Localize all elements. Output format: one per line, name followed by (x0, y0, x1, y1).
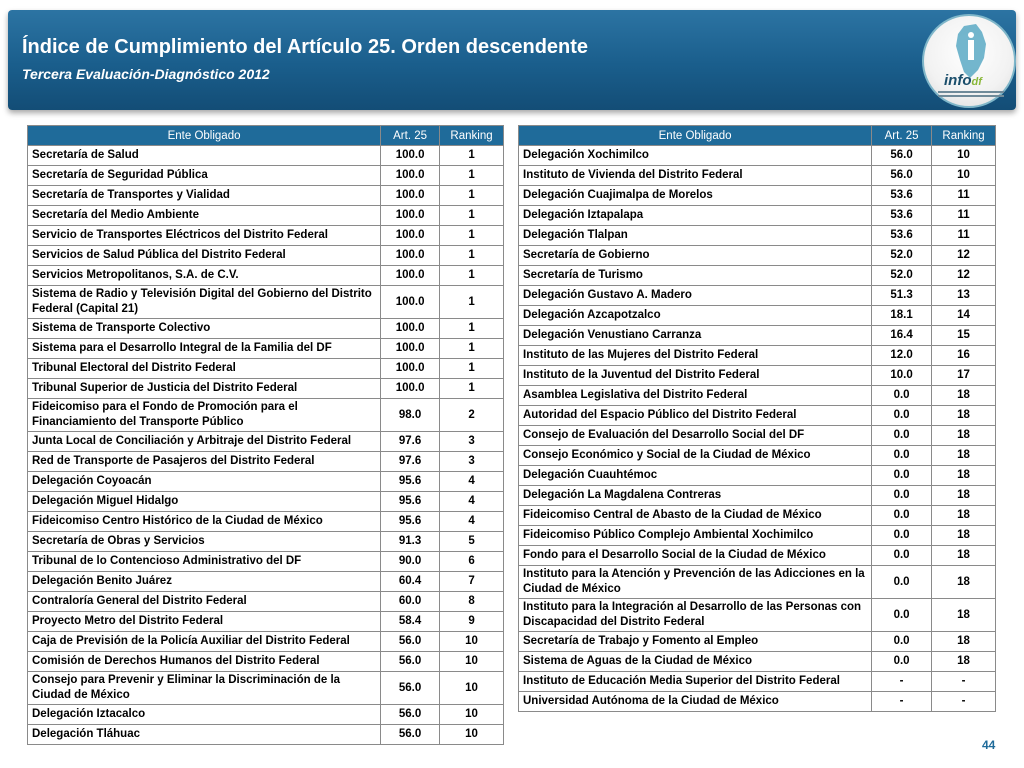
ranking-cell: 1 (440, 379, 504, 399)
ranking-cell: 17 (932, 366, 996, 386)
table-row (28, 652, 504, 672)
table-row (519, 386, 996, 406)
ranking-cell: 18 (932, 386, 996, 406)
art25-cell: 56.0 (381, 632, 440, 652)
entity-cell: Secretaría de Gobierno (519, 246, 872, 266)
entity-cell: Junta Local de Conciliación y Arbitraje del Distrito Federal (28, 432, 381, 452)
table-row (519, 632, 996, 652)
table-row (519, 246, 996, 266)
table-row (28, 399, 504, 432)
art25-cell: 0.0 (872, 406, 932, 426)
entity-cell: Secretaría del Medio Ambiente (28, 206, 381, 226)
column-header-entity: Ente Obligado (519, 126, 872, 146)
ranking-cell: 12 (932, 246, 996, 266)
column-header-entity: Ente Obligado (28, 126, 381, 146)
ranking-cell: 4 (440, 512, 504, 532)
ranking-table-left (27, 125, 504, 745)
ranking-cell: 4 (440, 472, 504, 492)
art25-cell: 0.0 (872, 506, 932, 526)
entity-cell: Instituto de Vivienda del Distrito Federal (519, 166, 872, 186)
entity-cell: Delegación Tlalpan (519, 226, 872, 246)
entity-cell: Consejo para Prevenir y Eliminar la Discriminación de la Ciudad de México (28, 672, 381, 705)
table-row (519, 692, 996, 712)
table-row (519, 506, 996, 526)
entity-cell: Sistema para el Desarrollo Integral de la Familia del DF (28, 339, 381, 359)
entity-cell: Fideicomiso para el Fondo de Promoción para el Financiamiento del Transporte Público (28, 399, 381, 432)
art25-cell: 56.0 (381, 705, 440, 725)
entity-cell: Comisión de Derechos Humanos del Distrito Federal (28, 652, 381, 672)
entity-cell: Caja de Previsión de la Policía Auxiliar del Distrito Federal (28, 632, 381, 652)
art25-cell: 0.0 (872, 486, 932, 506)
table-row (28, 552, 504, 572)
entity-cell: Delegación Gustavo A. Madero (519, 286, 872, 306)
entity-cell: Secretaría de Turismo (519, 266, 872, 286)
entity-cell: Consejo de Evaluación del Desarrollo Social del DF (519, 426, 872, 446)
ranking-cell: 3 (440, 432, 504, 452)
page-number: 44 (982, 738, 996, 752)
entity-cell: Delegación Iztacalco (28, 705, 381, 725)
entity-cell: Consejo Económico y Social de la Ciudad de México (519, 446, 872, 466)
art25-cell: - (872, 692, 932, 712)
art25-cell: 56.0 (381, 672, 440, 705)
art25-cell: 100.0 (381, 206, 440, 226)
entity-cell: Secretaría de Seguridad Pública (28, 166, 381, 186)
ranking-cell: 18 (932, 486, 996, 506)
entity-cell: Delegación Coyoacán (28, 472, 381, 492)
header-banner (8, 10, 1016, 110)
art25-cell: 53.6 (872, 206, 932, 226)
table-header-row (28, 126, 504, 146)
art25-cell: 53.6 (872, 186, 932, 206)
table-row (28, 452, 504, 472)
ranking-cell: 16 (932, 346, 996, 366)
table-row (28, 226, 504, 246)
table-row (519, 652, 996, 672)
logo-wordmark: infodf (944, 72, 982, 89)
entity-cell: Fondo para el Desarrollo Social de la Ciudad de México (519, 546, 872, 566)
entity-cell: Fideicomiso Central de Abasto de la Ciudad de México (519, 506, 872, 526)
art25-cell: 0.0 (872, 546, 932, 566)
entity-cell: Delegación La Magdalena Contreras (519, 486, 872, 506)
ranking-cell: 11 (932, 226, 996, 246)
art25-cell: 0.0 (872, 652, 932, 672)
entity-cell: Delegación Benito Juárez (28, 572, 381, 592)
column-header-art25: Art. 25 (872, 126, 932, 146)
table-row (519, 566, 996, 599)
entity-cell: Delegación Venustiano Carranza (519, 326, 872, 346)
page-title: Índice de Cumplimiento del Artículo 25. Orden descendente (22, 36, 589, 58)
table-row (28, 319, 504, 339)
table-row (519, 486, 996, 506)
ranking-cell: 1 (440, 186, 504, 206)
entity-cell: Secretaría de Trabajo y Fomento al Empleo (519, 632, 872, 652)
art25-cell: 100.0 (381, 339, 440, 359)
entity-cell: Fideicomiso Centro Histórico de la Ciudad de México (28, 512, 381, 532)
table-row (519, 166, 996, 186)
table-row (28, 592, 504, 612)
table-row (519, 266, 996, 286)
ranking-cell: 18 (932, 599, 996, 632)
art25-cell: 100.0 (381, 266, 440, 286)
entity-cell: Proyecto Metro del Distrito Federal (28, 612, 381, 632)
entity-cell: Delegación Cuauhtémoc (519, 466, 872, 486)
entity-cell: Servicio de Transportes Eléctricos del Distrito Federal (28, 226, 381, 246)
entity-cell: Delegación Cuajimalpa de Morelos (519, 186, 872, 206)
art25-cell: 98.0 (381, 399, 440, 432)
art25-cell: 100.0 (381, 246, 440, 266)
column-header-ranking: Ranking (440, 126, 504, 146)
art25-cell: 91.3 (381, 532, 440, 552)
art25-cell: 52.0 (872, 246, 932, 266)
ranking-cell: 11 (932, 206, 996, 226)
entity-cell: Asamblea Legislativa del Distrito Federal (519, 386, 872, 406)
table-row (519, 326, 996, 346)
art25-cell: 0.0 (872, 566, 932, 599)
table-row (28, 572, 504, 592)
table-row (519, 146, 996, 166)
ranking-cell: 3 (440, 452, 504, 472)
table-row (28, 432, 504, 452)
entity-cell: Secretaría de Obras y Servicios (28, 532, 381, 552)
column-header-art25: Art. 25 (381, 126, 440, 146)
entity-cell: Instituto de las Mujeres del Distrito Federal (519, 346, 872, 366)
table-row (519, 526, 996, 546)
table-row (519, 186, 996, 206)
entity-cell: Tribunal Electoral del Distrito Federal (28, 359, 381, 379)
entity-cell: Instituto para la Integración al Desarrollo de las Personas con Discapacidad del Distrito Federal (519, 599, 872, 632)
entity-cell: Delegación Iztapalapa (519, 206, 872, 226)
table-row (28, 186, 504, 206)
ranking-cell: 10 (932, 146, 996, 166)
logo-caption-lines (938, 91, 1004, 101)
ranking-cell: 9 (440, 612, 504, 632)
table-row (519, 546, 996, 566)
table-row (28, 266, 504, 286)
art25-cell: 0.0 (872, 426, 932, 446)
ranking-cell: - (932, 692, 996, 712)
art25-cell: 100.0 (381, 286, 440, 319)
entity-cell: Delegación Tláhuac (28, 725, 381, 745)
art25-cell: 18.1 (872, 306, 932, 326)
art25-cell: 0.0 (872, 446, 932, 466)
entity-cell: Instituto para la Atención y Prevención de las Adicciones en la Ciudad de México (519, 566, 872, 599)
table-row (519, 406, 996, 426)
ranking-cell: 2 (440, 399, 504, 432)
entity-cell: Contraloría General del Distrito Federal (28, 592, 381, 612)
art25-cell: 56.0 (872, 146, 932, 166)
entity-cell: Delegación Azcapotzalco (519, 306, 872, 326)
table-row (28, 286, 504, 319)
table-row (28, 492, 504, 512)
table-row (28, 472, 504, 492)
table-row (519, 206, 996, 226)
ranking-cell: 10 (932, 166, 996, 186)
art25-cell: 58.4 (381, 612, 440, 632)
ranking-cell: 1 (440, 286, 504, 319)
art25-cell: 0.0 (872, 466, 932, 486)
entity-cell: Universidad Autónoma de la Ciudad de México (519, 692, 872, 712)
art25-cell: 100.0 (381, 319, 440, 339)
table-row (519, 286, 996, 306)
entity-cell: Sistema de Aguas de la Ciudad de México (519, 652, 872, 672)
table-row (519, 426, 996, 446)
art25-cell: 56.0 (381, 652, 440, 672)
table-row (28, 246, 504, 266)
ranking-cell: 18 (932, 506, 996, 526)
ranking-cell: 1 (440, 206, 504, 226)
ranking-cell: 5 (440, 532, 504, 552)
table-row (28, 359, 504, 379)
art25-cell: 100.0 (381, 146, 440, 166)
table-row (28, 725, 504, 745)
table-row (519, 346, 996, 366)
ranking-cell: 6 (440, 552, 504, 572)
table-row (28, 705, 504, 725)
table-row (28, 672, 504, 705)
table-row (28, 146, 504, 166)
ranking-cell: 10 (440, 725, 504, 745)
art25-cell: 12.0 (872, 346, 932, 366)
table-header-row (519, 126, 996, 146)
table-row (519, 599, 996, 632)
art25-cell: 100.0 (381, 166, 440, 186)
ranking-cell: 14 (932, 306, 996, 326)
art25-cell: 90.0 (381, 552, 440, 572)
table-row (28, 512, 504, 532)
entity-cell: Sistema de Transporte Colectivo (28, 319, 381, 339)
table-row (28, 632, 504, 652)
page-subtitle: Tercera Evaluación-Diagnóstico 2012 (22, 66, 270, 82)
ranking-cell: 18 (932, 446, 996, 466)
entity-cell: Instituto de la Juventud del Distrito Federal (519, 366, 872, 386)
ranking-cell: 1 (440, 339, 504, 359)
ranking-cell: 18 (932, 632, 996, 652)
art25-cell: 10.0 (872, 366, 932, 386)
art25-cell: 97.6 (381, 432, 440, 452)
table-row (519, 672, 996, 692)
art25-cell: 52.0 (872, 266, 932, 286)
ranking-cell: 15 (932, 326, 996, 346)
art25-cell: 100.0 (381, 359, 440, 379)
ranking-cell: 11 (932, 186, 996, 206)
table-row (28, 206, 504, 226)
art25-cell: 95.6 (381, 472, 440, 492)
art25-cell: 95.6 (381, 512, 440, 532)
table-row (28, 379, 504, 399)
art25-cell: 0.0 (872, 599, 932, 632)
art25-cell: 53.6 (872, 226, 932, 246)
art25-cell: 16.4 (872, 326, 932, 346)
table-row (519, 466, 996, 486)
ranking-cell: 18 (932, 426, 996, 446)
ranking-table-right (518, 125, 996, 712)
art25-cell: 100.0 (381, 186, 440, 206)
art25-cell: 56.0 (872, 166, 932, 186)
ranking-cell: 7 (440, 572, 504, 592)
ranking-cell: 18 (932, 566, 996, 599)
art25-cell: 100.0 (381, 226, 440, 246)
ranking-cell: 10 (440, 672, 504, 705)
entity-cell: Sistema de Radio y Televisión Digital del Gobierno del Distrito Federal (Capital 21) (28, 286, 381, 319)
art25-cell: 56.0 (381, 725, 440, 745)
column-header-ranking: Ranking (932, 126, 996, 146)
entity-cell: Fideicomiso Público Complejo Ambiental Xochimilco (519, 526, 872, 546)
art25-cell: 100.0 (381, 379, 440, 399)
art25-cell: 97.6 (381, 452, 440, 472)
entity-cell: Delegación Miguel Hidalgo (28, 492, 381, 512)
art25-cell: 0.0 (872, 386, 932, 406)
ranking-cell: 10 (440, 705, 504, 725)
ranking-cell: 1 (440, 246, 504, 266)
entity-cell: Tribunal de lo Contencioso Administrativo del DF (28, 552, 381, 572)
entity-cell: Tribunal Superior de Justicia del Distrito Federal (28, 379, 381, 399)
entity-cell: Instituto de Educación Media Superior del Distrito Federal (519, 672, 872, 692)
table-row (519, 306, 996, 326)
art25-cell: 95.6 (381, 492, 440, 512)
entity-cell: Red de Transporte de Pasajeros del Distrito Federal (28, 452, 381, 472)
ranking-cell: 1 (440, 266, 504, 286)
table-row (28, 339, 504, 359)
ranking-cell: 8 (440, 592, 504, 612)
entity-cell: Secretaría de Transportes y Vialidad (28, 186, 381, 206)
ranking-cell: 18 (932, 546, 996, 566)
ranking-cell: 1 (440, 359, 504, 379)
art25-cell: 0.0 (872, 526, 932, 546)
ranking-cell: 1 (440, 226, 504, 246)
ranking-cell: 1 (440, 146, 504, 166)
ranking-cell: 4 (440, 492, 504, 512)
art25-cell: - (872, 672, 932, 692)
art25-cell: 60.0 (381, 592, 440, 612)
ranking-cell: 1 (440, 166, 504, 186)
table-row (519, 226, 996, 246)
ranking-cell: 1 (440, 319, 504, 339)
ranking-cell: 13 (932, 286, 996, 306)
art25-cell: 51.3 (872, 286, 932, 306)
entity-cell: Delegación Xochimilco (519, 146, 872, 166)
table-row (519, 446, 996, 466)
table-row (28, 166, 504, 186)
ranking-cell: 18 (932, 526, 996, 546)
entity-cell: Servicios de Salud Pública del Distrito Federal (28, 246, 381, 266)
ranking-cell: 18 (932, 466, 996, 486)
art25-cell: 60.4 (381, 572, 440, 592)
table-row (28, 612, 504, 632)
entity-cell: Autoridad del Espacio Público del Distrito Federal (519, 406, 872, 426)
table-row (28, 532, 504, 552)
ranking-cell: 18 (932, 406, 996, 426)
ranking-cell: 12 (932, 266, 996, 286)
art25-cell: 0.0 (872, 632, 932, 652)
ranking-cell: 10 (440, 652, 504, 672)
ranking-cell: - (932, 672, 996, 692)
ranking-cell: 10 (440, 632, 504, 652)
entity-cell: Secretaría de Salud (28, 146, 381, 166)
ranking-cell: 18 (932, 652, 996, 672)
table-row (519, 366, 996, 386)
entity-cell: Servicios Metropolitanos, S.A. de C.V. (28, 266, 381, 286)
infodf-logo (922, 14, 1016, 108)
